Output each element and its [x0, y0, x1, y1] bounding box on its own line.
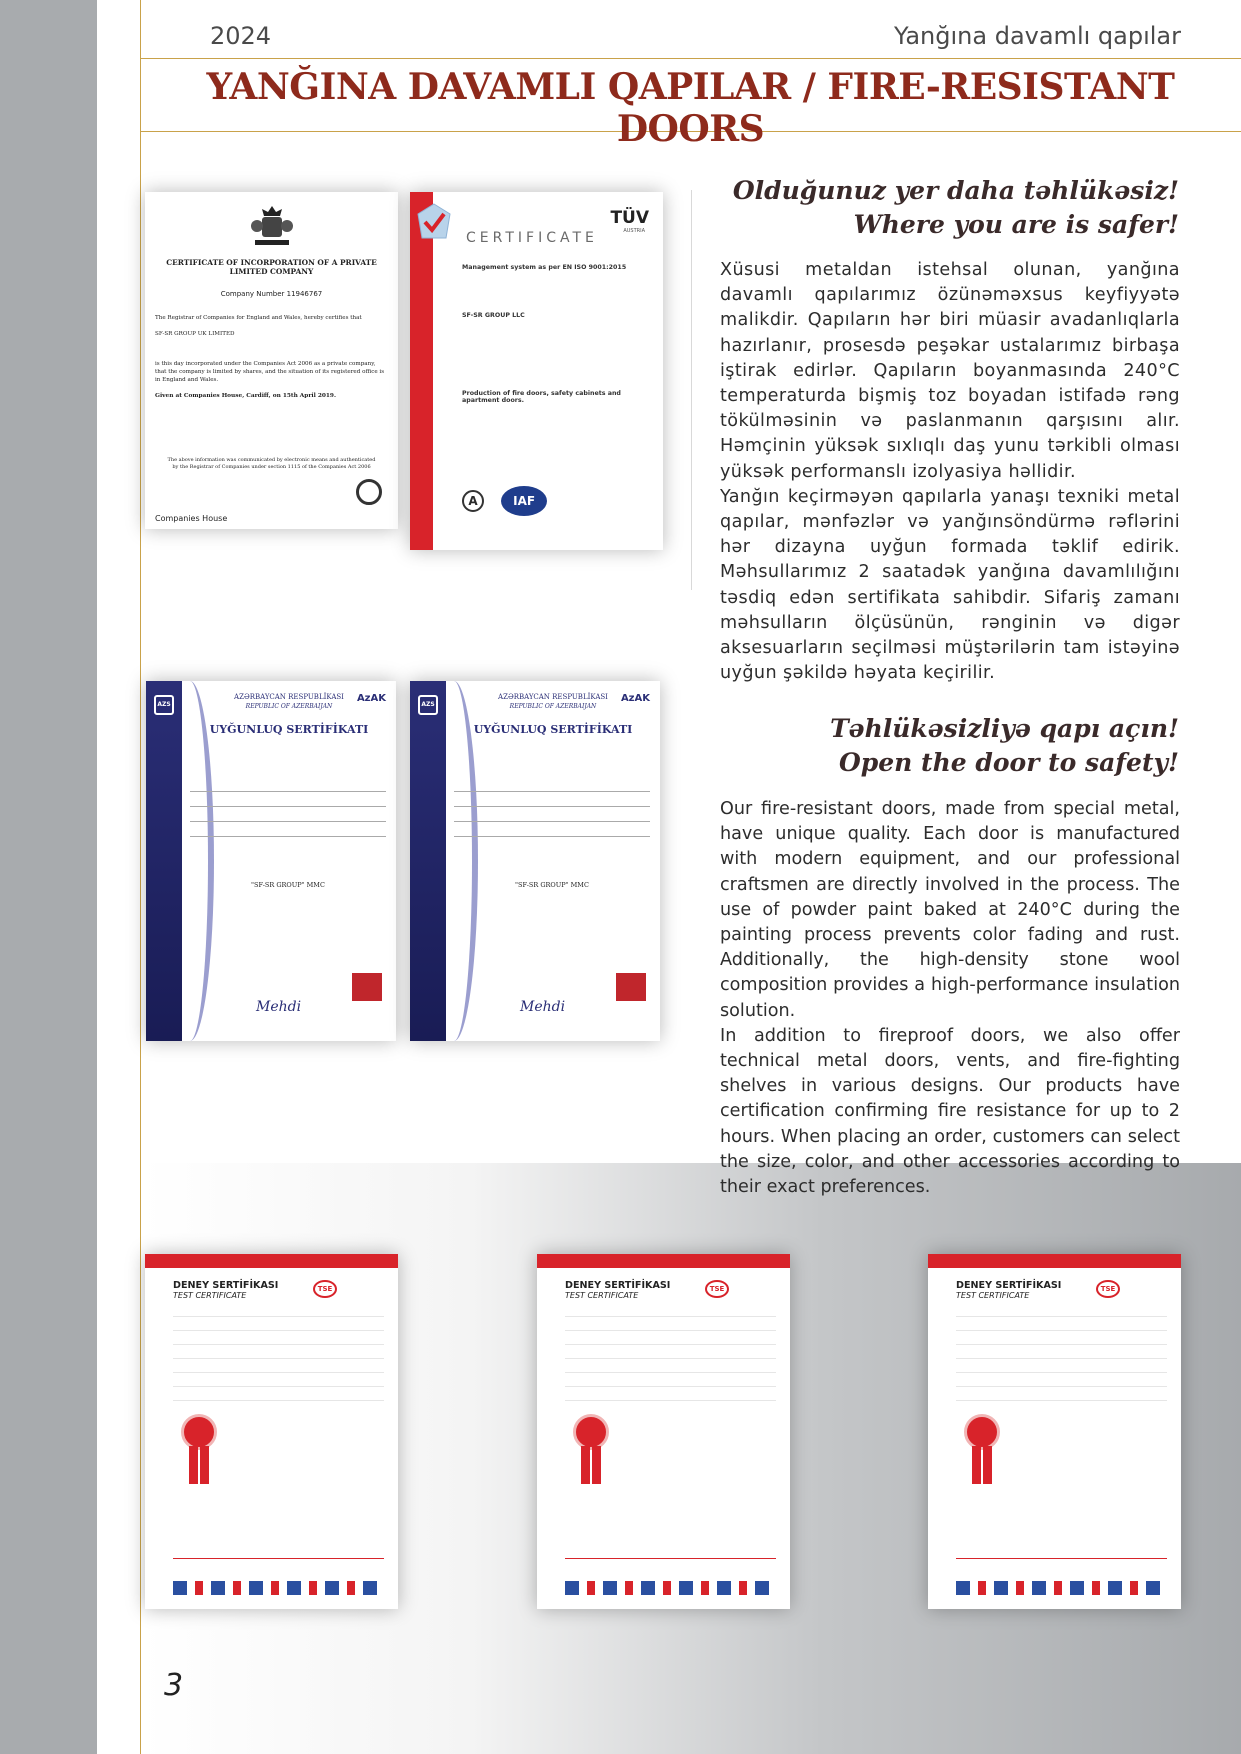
az-conformity-certificate-1 [146, 681, 396, 1041]
tuv-holder: SF-SR GROUP LLC [462, 312, 525, 319]
az-field-rows [454, 777, 650, 851]
tse-test-certificate-3 [928, 1254, 1181, 1609]
slogan-safer-az: Olduğunuz yer daha təhlükəsiz! [732, 176, 1179, 205]
tse-logo: TSE [705, 1280, 729, 1298]
az-cert-title: UYĞUNLUQ SERTİFİKATI [473, 723, 633, 736]
page-title: YANĞINA DAVAMLI QAPILAR / FIRE-RESISTANT DOORS [206, 66, 1175, 150]
uk-cert-line2: is this day incorporated under the Companies Act 2006 as a private company, that the company is limited by shares, and the situation of its registered office is in England and Wales. [155, 361, 385, 383]
column-divider [691, 190, 692, 590]
accreditation-logos-strip [565, 1581, 776, 1595]
rosette-seal-icon [964, 1414, 1000, 1450]
hologram-sticker-icon [616, 973, 646, 1001]
tse-bottom-rule [173, 1558, 384, 1559]
tuv-logo: TÜV [610, 208, 649, 228]
tse-title: DENEY SERTİFİKASI [565, 1280, 671, 1291]
slogan-safety-az: Təhlükəsizliyə qapı açın! [830, 714, 1179, 743]
tuv-badges [462, 486, 547, 516]
az-country: AZƏRBAYCAN RESPUBLİKASI [234, 693, 344, 701]
az-country-en: REPUBLIC OF AZERBAIJAN [245, 703, 333, 710]
uk-incorporation-certificate [145, 192, 398, 529]
tse-red-bar [145, 1254, 398, 1268]
tse-subtitle: TEST CERTIFICATE [565, 1291, 639, 1300]
tuv-standard: Management system as per EN ISO 9001:2015 [462, 264, 627, 271]
accreditation-badge: A [462, 490, 484, 512]
tse-logo: TSE [313, 1280, 337, 1298]
rosette-seal-icon [573, 1414, 609, 1450]
tse-test-certificate-1 [145, 1254, 398, 1609]
uk-company-name: SF-SR GROUP UK LIMITED [155, 331, 235, 337]
uk-cert-given: Given at Companies House, Cardiff, on 15th April 2019. [155, 393, 336, 399]
hologram-sticker-icon [352, 973, 382, 1001]
paragraph-az-2: Yanğın keçirməyən qapılarla yanaşı texniki metal qapılar, mənfəzlər və yanğınsöndürmə rəflərini hər dizayna uyğun formada təklif edirik. Məhsullarımız 2 saatadək yanğına davamlılığını təsdiq edən sertifikata sahibdir. Sifariş zamanı məhsulların ölçüsünün, rənginin və digər aksesuarların seçilməsi müştərilərin tam istəyinə uyğun şəkildə həyata keçirilir. [720, 486, 1180, 684]
az-signature: Mehdi [256, 999, 302, 1015]
ribbon-icon [972, 1446, 992, 1484]
tse-red-bar [537, 1254, 790, 1268]
uk-issuer: Companies House [155, 514, 228, 523]
paragraph-az [720, 258, 1180, 686]
accreditation-logos-strip [173, 1581, 384, 1595]
az-cert-title: UYĞUNLUQ SERTİFİKATI [209, 723, 369, 736]
paragraph-az-1: Xüsusi metaldan istehsal olunan, yanğına davamlı qapılarımız özünəməxsus keyfiyyətə malikdir. Qapıların hər biri müasir avadanlıqlarla hazırlanır, prosesdə peşəkar ustalarımız birbaşa iştirak edirlər. Qapıların boyanmasında 240°C temperaturda bişmiş toz boyadan istifadə rəng tökülməsinin və paslanmanın qarşısını alır. Həmçinin yüksək sıxlıqlı daş yunu tərkibli olması yüksək performanslı izolyasiya həllidir. [720, 260, 1180, 482]
slogan-safety-en: Open the door to safety! [839, 748, 1179, 777]
checkmark-crystal-icon [416, 202, 452, 242]
ribbon-icon [581, 1446, 601, 1484]
az-signature: Mehdi [520, 999, 566, 1015]
header-rule-top [140, 58, 1241, 59]
slogan-safer-en: Where you are is safer! [853, 210, 1179, 239]
uk-cert-line1: The Registrar of Companies for England and Wales, hereby certifies that [155, 315, 362, 321]
az-firm: "SF-SR GROUP" MMC [515, 881, 589, 889]
tuv-iso-certificate [410, 192, 663, 550]
uk-cert-footer: The above information was communicated by electronic means and authenticated by the Registrar of Companies under section 1115 of the Companies Act 2006 [167, 457, 376, 470]
official-seal-icon [356, 479, 382, 505]
tse-bottom-rule [956, 1558, 1167, 1559]
paragraph-en-2: In addition to fireproof doors, we also offer technical metal doors, vents, and fire-fighting shelves in various designs. Our products have certification confirming fire resistance for up to 2 hours. When placing an order, customers can select the size, color, and other accessories according to their exact preferences. [720, 1025, 1180, 1198]
rosette-seal-icon [181, 1414, 217, 1450]
accreditation-logos-strip [956, 1581, 1167, 1595]
ribbon-icon [189, 1446, 209, 1484]
iaf-badge: IAF [501, 486, 547, 516]
tse-subtitle: TEST CERTIFICATE [173, 1291, 247, 1300]
tuv-scope: Production of fire doors, safety cabinets and apartment doors. [462, 390, 621, 404]
az-conformity-certificate-2 [410, 681, 660, 1041]
slogan-safety [830, 712, 1179, 780]
az-country-en: REPUBLIC OF AZERBAIJAN [509, 703, 597, 710]
left-gray-band [0, 0, 97, 1754]
azak-logo: AzAK [620, 693, 650, 704]
tse-title: DENEY SERTİFİKASI [956, 1280, 1062, 1291]
tuv-logo-sub: AUSTRIA [623, 228, 645, 234]
slogan-safer [733, 174, 1179, 242]
tuv-red-stripe [410, 192, 433, 550]
tse-bottom-rule [565, 1558, 776, 1559]
az-side-logo: AZS [418, 695, 438, 715]
tse-title: DENEY SERTİFİKASI [173, 1280, 279, 1291]
tse-subtitle: TEST CERTIFICATE [956, 1291, 1030, 1300]
tse-logo: TSE [1096, 1280, 1120, 1298]
az-side-logo: AZS [154, 695, 174, 715]
tuv-cert-title: CERTIFICATE [466, 230, 598, 246]
gold-vertical-rule [140, 0, 141, 1754]
tse-red-bar [928, 1254, 1181, 1268]
uk-company-number: Company Number 11946767 [220, 290, 323, 298]
az-country: AZƏRBAYCAN RESPUBLİKASI [498, 693, 608, 701]
page-number: 3 [164, 1668, 184, 1703]
royal-crest-icon [249, 204, 295, 248]
uk-cert-heading: CERTIFICATE OF INCORPORATION OF A PRIVATE LIMITED COMPANY [166, 258, 377, 276]
az-firm: "SF-SR GROUP" MMC [251, 881, 325, 889]
azak-logo: AzAK [356, 693, 386, 704]
tse-test-certificate-2 [537, 1254, 790, 1609]
paragraph-en-1: Our fire-resistant doors, made from special metal, have unique quality. Each door is manufactured with modern equipment, and our professional craftsmen are directly involved in the process. The use of powder paint baked at 240°C during the painting process prevents color fading and rust. Additionally, the high-density stone wool composition provides a high-performance insulation solution. [720, 799, 1180, 1021]
header-topic: Yanğına davamlı qapılar [893, 22, 1181, 50]
header-year: 2024 [210, 22, 272, 50]
az-field-rows [190, 777, 386, 851]
paragraph-en [720, 797, 1180, 1200]
